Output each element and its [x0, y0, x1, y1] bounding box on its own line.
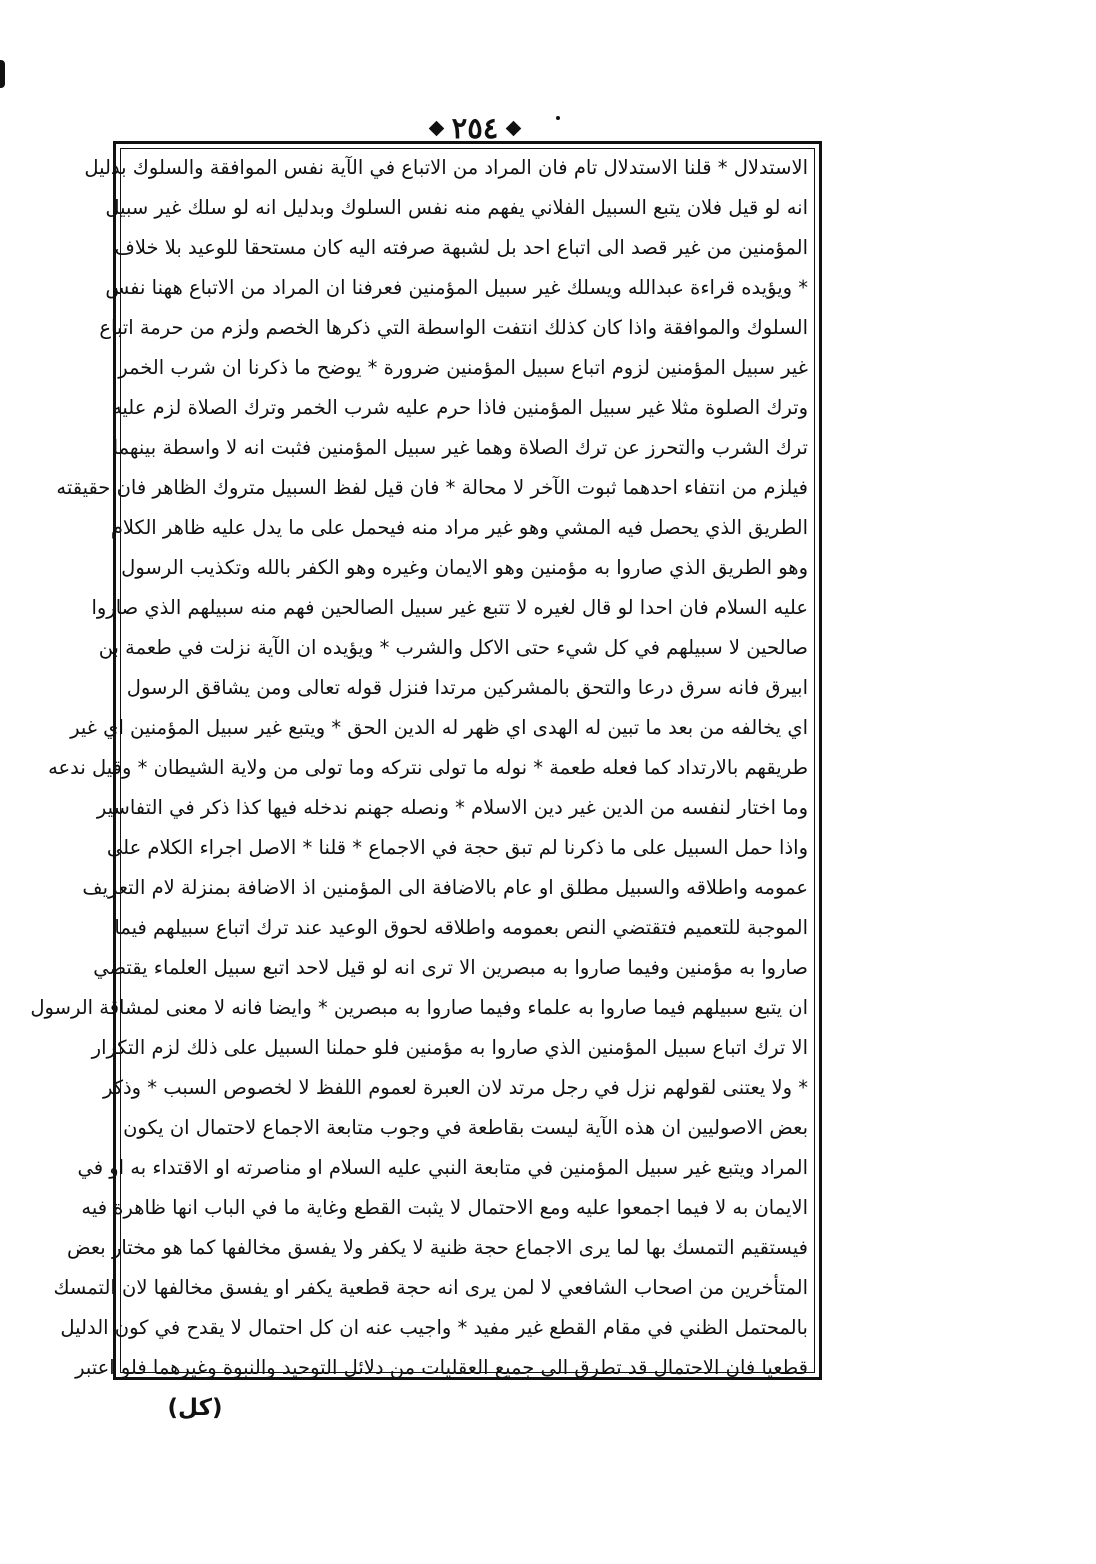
text-line: صالحين لا سبيلهم في كل شيء حتى الاكل والشرب * ويؤيده ان الآية نزلت في طعمة بن	[98, 636, 808, 659]
text-line: طريقهم بالارتداد كما فعله طعمة * نوله ما تولى نتركه وما تولى من ولاية الشيطان * وقيل ندعه	[48, 756, 808, 779]
text-line: * ويؤيده قراءة عبدالله ويسلك غير سبيل المؤمنين فعرفنا ان المراد من الاتباع ههنا نفس	[105, 276, 808, 299]
diamond-ornament-icon	[506, 120, 522, 136]
text-line: المؤمنين من غير قصد الى اتباع احد بل لشبهة صرفته اليه كان مستحقا للوعيد بلا خلاف	[114, 236, 808, 259]
text-line: الاستدلال * قلنا الاستدلال تام فان المراد من الاتباع في الآية نفس الموافقة والسلوك بدليل	[84, 156, 808, 179]
text-line: انه لو قيل فلان يتبع السبيل الفلاني يفهم منه نفس السلوك وبدليل انه لو سلك غير سبيل	[105, 196, 808, 219]
text-line: المتأخرين من اصحاب الشافعي لا لمن يرى انه حجة قطعية يكفر او يفسق مخالفها لان التمسك	[53, 1276, 808, 1299]
diamond-ornament-icon	[428, 120, 444, 136]
ink-dot	[556, 116, 560, 120]
text-line: ان يتبع سبيلهم فيما صاروا به علماء وفيما صاروا به مبصرين * وايضا فانه لا معنى لمشاقة الرسول	[30, 996, 808, 1019]
text-line: الا ترك اتباع سبيل المؤمنين الذي صاروا به مؤمنين فلو حملنا السبيل على ذلك لزم التكرار	[91, 1036, 808, 1059]
text-line: عليه السلام فان احدا لو قال لغيره لا تتبع غير سبيل الصالحين فهم منه سبيلهم الذي صاروا	[91, 596, 808, 619]
text-line: وهو الطريق الذي صاروا به مؤمنين وهو الايمان وغيره وهو الكفر بالله وتكذيب الرسول	[121, 556, 808, 579]
text-line: قطعيا فان الاحتمال قد تطرق الى جميع العقليات من دلائل التوحيد والنبوة وغيرهما فلو اعتبر	[75, 1356, 808, 1379]
text-line: ترك الشرب والتحرز عن ترك الصلاة وهما غير سبيل المؤمنين فثبت انه لا واسطة بينهما	[112, 436, 808, 459]
text-line: صاروا به مؤمنين وفيما صاروا به مبصرين الا ترى انه لو قيل لاحد اتبع سبيل العلماء يقتضي	[93, 956, 808, 979]
text-line: واذا حمل السبيل على ما ذكرنا لم تبق حجة في الاجماع * قلنا * الاصل اجراء الكلام على	[106, 836, 808, 859]
text-line: عمومه واطلاقه والسبيل مطلق او عام بالاضافة الى المؤمنين اذ الاضافة بمنزلة لام التعريف	[82, 876, 808, 899]
text-line: بعض الاصوليين ان هذه الآية ليست بقاطعة في وجوب متابعة الاجماع لاحتمال ان يكون	[123, 1116, 808, 1139]
page-number: ٢٥٤	[451, 110, 499, 145]
catchword: (كل)	[167, 1395, 223, 1421]
text-line: اي يخالفه من بعد ما تبين له الهدى اي ظهر له الدين الحق * ويتبع غير سبيل المؤمنين اي غير	[70, 716, 808, 739]
text-line: وترك الصلوة مثلا غير سبيل المؤمنين فاذا حرم عليه شرب الخمر وترك الصلاة لزم عليه	[111, 396, 808, 419]
text-line: فيستقيم التمسك بها لما يرى الاجماع حجة ظنية لا يكفر ولا يفسق مخالفها كما هو مختار بعض	[67, 1236, 808, 1259]
page-text-body	[30, 148, 808, 1379]
text-line: وما اختار لنفسه من الدين غير دين الاسلام * ونصله جهنم ندخله فيها كذا ذكر في التفاسير	[96, 796, 808, 819]
text-line: فيلزم من انتفاء احدهما ثبوت الآخر لا محالة * فان قيل لفظ السبيل متروك الظاهر فان حقيقته	[56, 476, 808, 499]
text-line: ابيرق فانه سرق درعا والتحق بالمشركين مرتدا فنزل قوله تعالى ومن يشاقق الرسول	[126, 676, 808, 699]
text-line: السلوك والموافقة واذا كان كذلك انتفت الواسطة التي ذكرها الخصم ولزم من حرمة اتباع	[99, 316, 808, 339]
text-line: * ولا يعتنى لقولهم نزل في رجل مرتد لان العبرة لعموم اللفظ لا لخصوص السبب * وذكر	[102, 1076, 808, 1099]
text-line: الطريق الذي يحصل فيه المشي وهو غير مراد منه فيحمل على ما يدل عليه ظاهر الكلام	[110, 516, 808, 539]
page-edge-mark	[0, 60, 5, 88]
text-line: المراد ويتبع غير سبيل المؤمنين في متابعة النبي عليه السلام او مناصرته او الاقتداء به او في	[77, 1156, 808, 1179]
text-line: الموجبة للتعميم فتقتضي النص بعمومه واطلاقه لحوق الوعيد عند ترك اتباع سبيلهم فيما	[114, 916, 808, 939]
text-line: غير سبيل المؤمنين لزوم اتباع سبيل المؤمنين ضرورة * يوضح ما ذكرنا ان شرب الخمر	[118, 356, 808, 379]
text-line: بالمحتمل الظني في مقام القطع غير مفيد * واجيب عنه ان كل احتمال لا يقدح في كون الدليل	[60, 1316, 808, 1339]
text-line: الايمان به لا فيما اجمعوا عليه ومع الاحتمال لا يثبت القطع وغاية ما في الباب انها ظاهرة فيه	[81, 1196, 808, 1219]
